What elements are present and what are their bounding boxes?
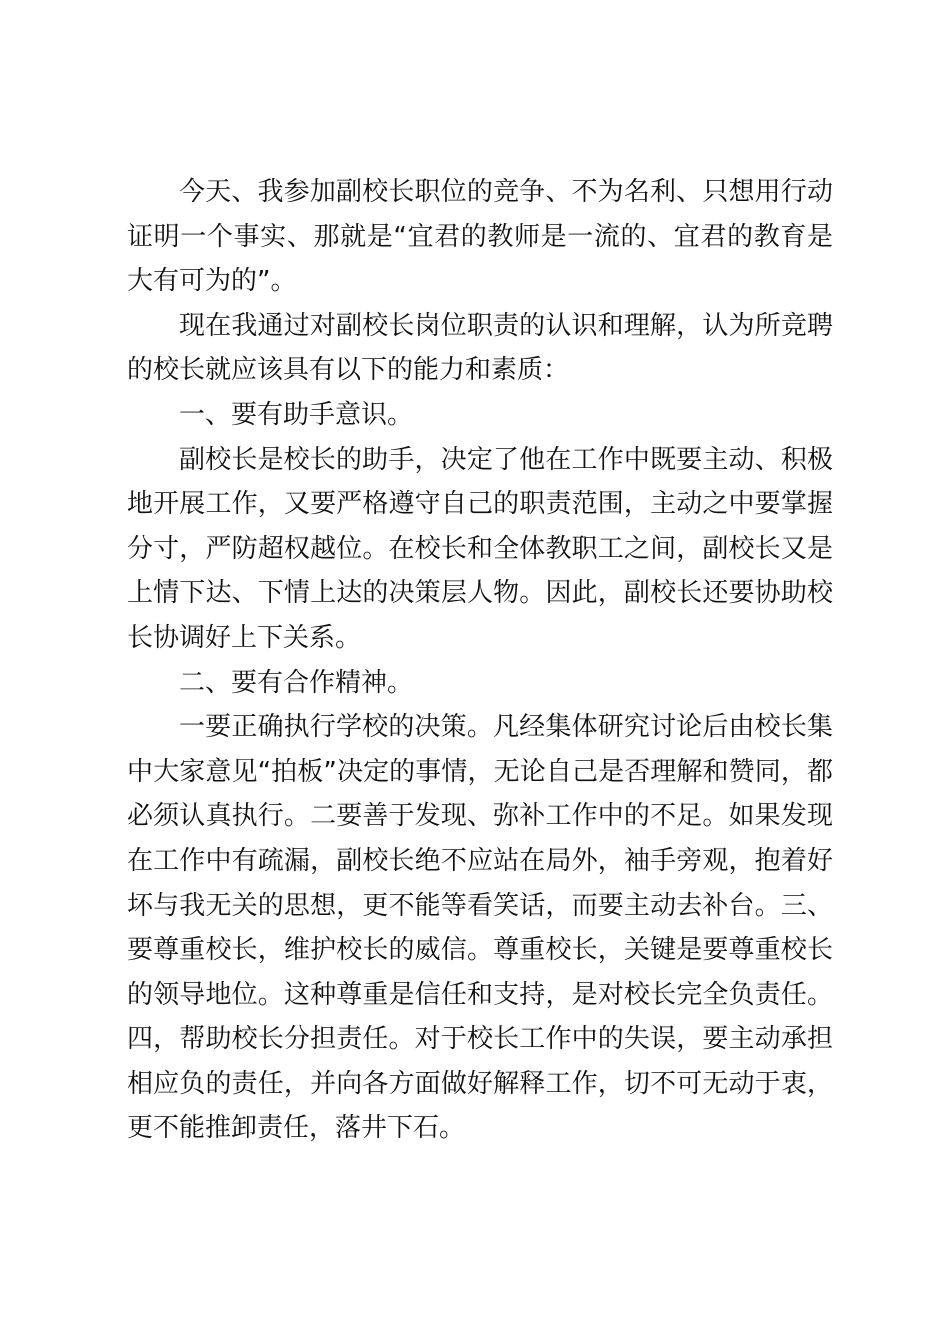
- heading-assistant-awareness: 一、要有助手意识。: [179, 399, 414, 430]
- heading-cooperation-spirit: 二、要有合作精神。: [179, 667, 414, 698]
- paragraph-understanding: 现在我通过对副校长岗位职责的认识和理解，认为所竞聘的校长就应该具有以下的能力和素质：: [127, 310, 833, 386]
- paragraph-assistant-role: 副校长是校长的助手，决定了他在工作中既要主动、积极地开展工作，又要严格遵守自己的职责范围，主动之中要掌握分寸，严防超权越位。在校长和全体教职工之间，副校长又是上情下达、下情上达的决策层人物。因此，副校长还要协助校长协调好上下关系。: [127, 444, 833, 653]
- paragraph-intro: 今天、我参加副校长职位的竞争、不为名利、只想用行动证明一个事实、那就是“宜君的教师是一流的、宜君的教育是大有可为的”。: [127, 177, 833, 297]
- paragraph-cooperation-details: 一要正确执行学校的决策。凡经集体研究讨论后由校长集中大家意见“拍板”决定的事情，无论自己是否理解和赞同，都必须认真执行。二要善于发现、弥补工作中的不足。如果发现在工作中有疏漏，副校长绝不应站在局外，袖手旁观，抱着好坏与我无关的思想，更不能等看笑话，而要主动去补台。三、要尊重校长，维护校长的威信。尊重校长，关键是要尊重校长的领导地位。这种尊重是信任和支持，是对校长完全负责任。四，帮助校长分担责任。对于校长工作中的失误，要主动承担相应负的责任，并向各方面做好解释工作，切不可无动于衷，更不能推卸责任，落井下石。: [127, 712, 833, 1144]
- document-page: [127, 170, 833, 1151]
